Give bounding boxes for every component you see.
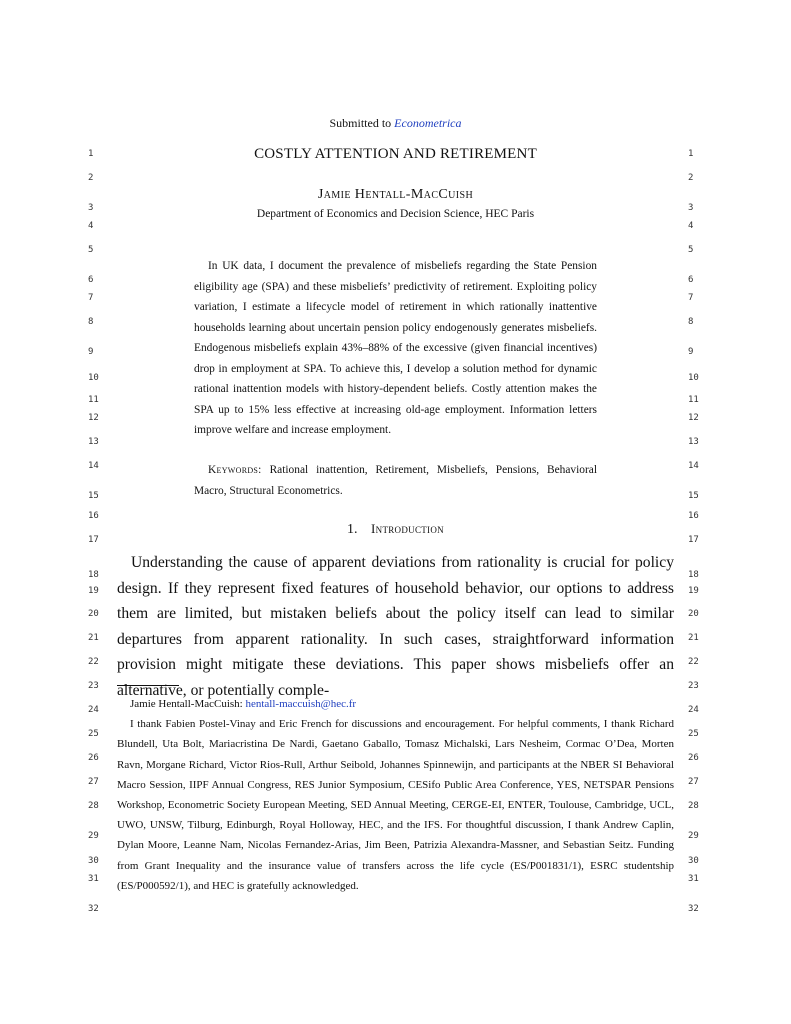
footnotes	[117, 694, 674, 896]
line-number: 21	[88, 633, 99, 643]
line-number: 19	[688, 586, 699, 596]
submission-header	[0, 116, 791, 131]
line-number: 9	[88, 347, 94, 357]
footnote-rule	[117, 685, 179, 686]
line-number: 5	[688, 245, 694, 255]
line-number: 14	[88, 461, 99, 471]
line-number: 27	[88, 777, 99, 787]
line-numbers-right	[688, 0, 718, 1024]
line-number: 32	[688, 904, 699, 914]
line-number: 28	[688, 801, 699, 811]
line-number: 11	[88, 395, 99, 405]
line-number: 3	[88, 203, 94, 213]
line-number: 21	[688, 633, 699, 643]
acknowledgements-footnote: I thank Fabien Postel-Vinay and Eric French for discussions and encouragement. For helpful comments, I thank Richard Blundell, Uta Bolt, Mariacristina De Nardi, Gaetano Gaballo, Tomasz Michalski, Lars Nesheim, Cormac O’Dea, Morten Ravn, Morgane Richard, Victor Rios-Rull, Arthur Seibold, Johannes Spinnewijn, and participants at the NBER SI Behavioral Macro Session, IIPF Annual Congress, RES Junior Symposium, CESifo Public Area Conference, YES, NETSPAR Pensions Workshop, Econometric Society European Meeting, SED Annual Meeting, CERGE-EI, ENTER, Toulouse, Cambridge, UCL, UWO, UNSW, Tilburg, Edinburgh, Royal Holloway, HEC, and the IFS. For thoughtful discussion, I thank Andrew Caplin, Dylan Moore, Leanne Nam, Nicolas Fernandez-Arias, Jim Been, Patrizia Alexandra-Massner, and Sebastian Seitz. Funding from Grant Inequality and the insurance value of transfers across the life cycle (ES/P001831/1), ESRC studentship (ES/P000592/1), and HEC is gratefully acknowledged.	[117, 718, 674, 892]
line-number: 20	[688, 609, 699, 619]
line-number: 13	[688, 437, 699, 447]
line-number: 9	[688, 347, 694, 357]
line-number: 31	[88, 874, 99, 884]
line-number: 7	[88, 293, 94, 303]
line-number: 15	[688, 491, 699, 501]
line-number: 1	[88, 149, 94, 159]
keywords-text: Rational inattention, Retirement, Misbeliefs, Pensions, Behavioral Macro, Structural Econometrics.	[194, 464, 597, 497]
author-email-link[interactable]: hentall-maccuish@hec.fr	[245, 698, 357, 710]
line-number: 12	[88, 413, 99, 423]
line-number: 6	[88, 275, 94, 285]
intro-paragraph: Understanding the cause of apparent deviations from rationality is crucial for policy design. If they represent fixed features of household behavior, our options to address them are limited, but mistaken beliefs about the policy itself can lead to similar departures from apparent rationality. In such cases, straightforward information provision might mitigate these deviations. This paper shows misbeliefs offer an alternative, or potentially comple-	[117, 554, 674, 699]
line-number: 27	[688, 777, 699, 787]
line-number: 8	[88, 317, 94, 327]
line-number: 25	[88, 729, 99, 739]
section-number: 1.	[347, 522, 358, 537]
line-number: 25	[688, 729, 699, 739]
line-number: 3	[688, 203, 694, 213]
line-number: 17	[688, 535, 699, 545]
line-number: 22	[88, 657, 99, 667]
line-number: 4	[688, 221, 694, 231]
line-number: 16	[88, 511, 99, 521]
keywords	[194, 460, 597, 501]
line-number: 19	[88, 586, 99, 596]
line-number: 20	[88, 609, 99, 619]
line-number: 5	[88, 245, 94, 255]
line-number: 24	[688, 705, 699, 715]
line-number: 15	[88, 491, 99, 501]
footnote-author-name: Jamie Hentall-MacCuish:	[130, 698, 243, 710]
line-number: 17	[88, 535, 99, 545]
line-number: 2	[688, 173, 694, 183]
paper-title: COSTLY ATTENTION AND RETIREMENT	[254, 146, 537, 162]
line-number: 18	[688, 570, 699, 580]
line-number: 4	[88, 221, 94, 231]
line-number: 31	[688, 874, 699, 884]
line-number: 18	[88, 570, 99, 580]
author-footnote	[117, 694, 674, 714]
line-number: 6	[688, 275, 694, 285]
line-number: 28	[88, 801, 99, 811]
author-affiliation: Department of Economics and Decision Science, HEC Paris	[256, 208, 535, 220]
author-name: Jamie Hentall-MacCuish	[317, 187, 474, 202]
line-number: 8	[688, 317, 694, 327]
line-number: 11	[688, 395, 699, 405]
line-number: 1	[688, 149, 694, 159]
line-number: 29	[688, 831, 699, 841]
abstract: In UK data, I document the prevalence of misbeliefs regarding the State Pension eligibility age (SPA) and these misbeliefs’ predictivity of retirement. Exploiting policy variation, I estimate a lifecycle model of retirement in which rationally inattentive households learning about uncertain pension policy endogenously generates misbeliefs. Endogenous misbeliefs explain 43%–88% of the excessive (given financial incentives) drop in employment at SPA. To achieve this, I develop a solution method for dynamic rational inattention models with history-dependent beliefs. Costly attention makes the SPA up to 15% less effective at increasing old-age employment. Information letters improve welfare and increase employment.	[194, 260, 597, 436]
section-name: Introduction	[371, 521, 444, 536]
line-number: 14	[688, 461, 699, 471]
journal-link[interactable]: Econometrica	[394, 116, 462, 130]
line-number: 30	[88, 856, 99, 866]
line-number: 24	[88, 705, 99, 715]
line-number: 23	[688, 681, 699, 691]
line-number: 10	[88, 373, 99, 383]
line-number: 32	[88, 904, 99, 914]
line-number: 16	[688, 511, 699, 521]
line-number: 23	[88, 681, 99, 691]
line-number: 10	[688, 373, 699, 383]
line-number: 2	[88, 173, 94, 183]
line-number: 30	[688, 856, 699, 866]
section-heading	[0, 521, 791, 538]
line-number: 29	[88, 831, 99, 841]
keywords-label: Keywords:	[208, 464, 262, 476]
line-number: 13	[88, 437, 99, 447]
line-numbers-left	[88, 0, 118, 1024]
line-number: 22	[688, 657, 699, 667]
line-number: 12	[688, 413, 699, 423]
line-number: 26	[88, 753, 99, 763]
line-number: 7	[688, 293, 694, 303]
submission-prefix: Submitted to	[329, 116, 392, 130]
line-number: 26	[688, 753, 699, 763]
